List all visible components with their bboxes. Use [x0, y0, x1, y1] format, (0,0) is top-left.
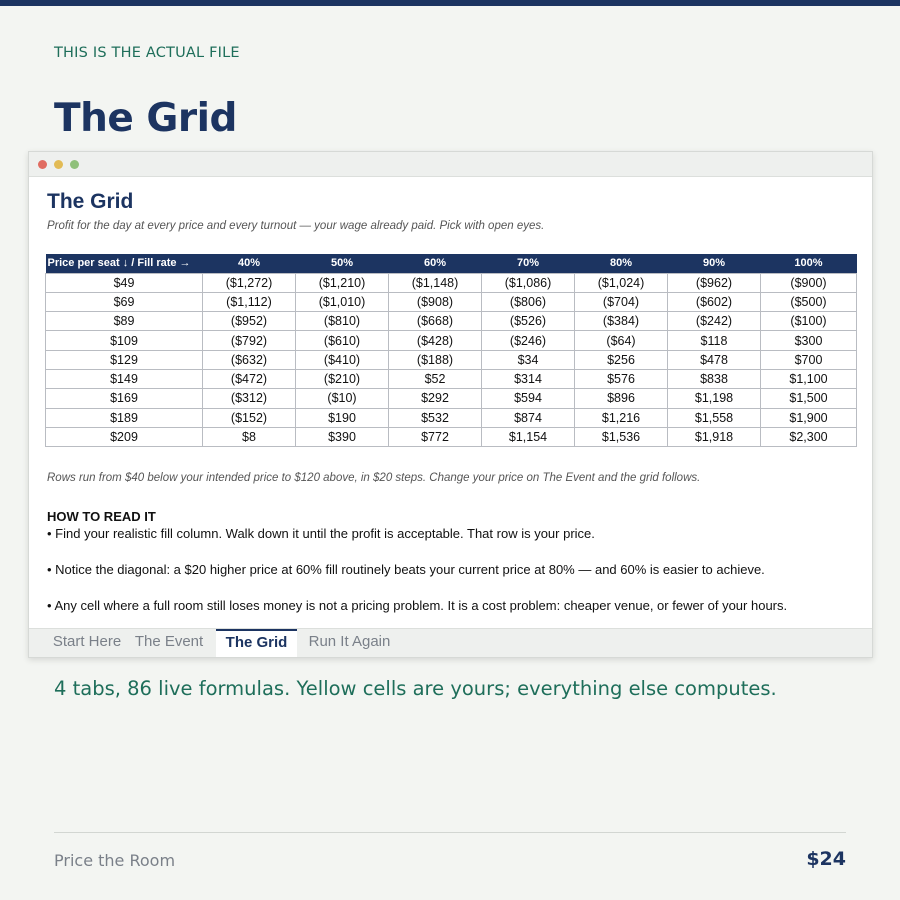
- profit-cell[interactable]: ($242): [668, 312, 761, 331]
- sheet-subtitle: Profit for the day at every price and every turnout — your wage already paid. Pick with open eyes.: [47, 220, 545, 232]
- profit-cell[interactable]: $256: [575, 350, 668, 369]
- profit-cell[interactable]: ($962): [668, 273, 761, 292]
- profit-cell[interactable]: $190: [296, 408, 389, 427]
- profit-cell[interactable]: ($526): [482, 312, 575, 331]
- header-price-fill: Price per seat ↓ / Fill rate →: [46, 254, 203, 273]
- price-cell[interactable]: $189: [46, 408, 203, 427]
- footer-product-name: Price the Room: [54, 851, 176, 870]
- header-fill-80: 80%: [575, 254, 668, 273]
- table-row: [46, 369, 857, 388]
- profit-cell[interactable]: ($410): [296, 350, 389, 369]
- header-fill-40: 40%: [203, 254, 296, 273]
- profit-cell[interactable]: ($246): [482, 331, 575, 350]
- header-fill-100: 100%: [761, 254, 857, 273]
- grid-note: Rows run from $40 below your intended price to $120 above, in $20 steps. Change your price on The Event and the grid follows.: [47, 472, 701, 484]
- how-to-bullet-3: • Any cell where a full room still loses money is not a pricing problem. It is a cost problem: cheaper venue, or fewer of your hours.: [47, 598, 788, 613]
- sheet-tab-bar: [29, 628, 872, 657]
- profit-cell[interactable]: ($472): [203, 369, 296, 388]
- profit-cell[interactable]: $1,100: [761, 369, 857, 388]
- tab-the-event[interactable]: The Event: [134, 633, 204, 650]
- profit-cell[interactable]: ($704): [575, 292, 668, 311]
- tab-the-grid[interactable]: The Grid: [216, 629, 297, 657]
- minimize-window-icon[interactable]: [54, 160, 63, 169]
- profit-cell[interactable]: ($610): [296, 331, 389, 350]
- profit-cell[interactable]: ($1,086): [482, 273, 575, 292]
- price-cell[interactable]: $69: [46, 292, 203, 311]
- profit-cell[interactable]: $874: [482, 408, 575, 427]
- profit-cell[interactable]: ($1,210): [296, 273, 389, 292]
- profit-cell[interactable]: $34: [482, 350, 575, 369]
- profit-cell[interactable]: $838: [668, 369, 761, 388]
- profit-cell[interactable]: $1,198: [668, 389, 761, 408]
- profit-cell[interactable]: ($602): [668, 292, 761, 311]
- how-to-bullet-2: • Notice the diagonal: a $20 higher price at 60% fill routinely beats your current price at 80% — and 60% is easier to achieve.: [47, 562, 765, 577]
- profit-cell[interactable]: ($1,024): [575, 273, 668, 292]
- profit-cell[interactable]: ($428): [389, 331, 482, 350]
- table-row: [46, 273, 857, 292]
- profit-cell[interactable]: ($64): [575, 331, 668, 350]
- table-header-row: [46, 254, 857, 273]
- footer-price: $24: [806, 848, 846, 870]
- profit-cell[interactable]: $700: [761, 350, 857, 369]
- profit-cell[interactable]: $532: [389, 408, 482, 427]
- table-row: [46, 427, 857, 446]
- profit-cell[interactable]: ($792): [203, 331, 296, 350]
- profit-cell[interactable]: $1,154: [482, 427, 575, 446]
- price-cell[interactable]: $129: [46, 350, 203, 369]
- table-row: [46, 389, 857, 408]
- hero-title: The Grid: [54, 96, 237, 141]
- profit-cell[interactable]: $896: [575, 389, 668, 408]
- profit-cell[interactable]: ($384): [575, 312, 668, 331]
- profit-cell[interactable]: $314: [482, 369, 575, 388]
- table-row: [46, 312, 857, 331]
- footer-divider: [54, 832, 846, 833]
- table-row: [46, 292, 857, 311]
- profit-cell[interactable]: $118: [668, 331, 761, 350]
- price-cell[interactable]: $169: [46, 389, 203, 408]
- profit-cell[interactable]: ($210): [296, 369, 389, 388]
- profit-cell[interactable]: $52: [389, 369, 482, 388]
- window-titlebar: [29, 152, 872, 177]
- profit-cell[interactable]: $300: [761, 331, 857, 350]
- profit-cell[interactable]: ($312): [203, 389, 296, 408]
- spreadsheet-window: [28, 151, 873, 658]
- header-fill-60: 60%: [389, 254, 482, 273]
- profit-cell[interactable]: $1,918: [668, 427, 761, 446]
- price-cell[interactable]: $109: [46, 331, 203, 350]
- profit-cell[interactable]: ($632): [203, 350, 296, 369]
- table-row: [46, 331, 857, 350]
- profit-cell[interactable]: $292: [389, 389, 482, 408]
- profit-grid-table: [45, 254, 857, 447]
- price-cell[interactable]: $209: [46, 427, 203, 446]
- how-to-read-heading: HOW TO READ IT: [47, 509, 156, 524]
- profit-cell[interactable]: $576: [575, 369, 668, 388]
- profit-cell[interactable]: ($188): [389, 350, 482, 369]
- profit-cell[interactable]: ($1,112): [203, 292, 296, 311]
- profit-cell[interactable]: ($806): [482, 292, 575, 311]
- profit-cell[interactable]: $2,300: [761, 427, 857, 446]
- profit-cell[interactable]: $478: [668, 350, 761, 369]
- profit-cell[interactable]: ($1,272): [203, 273, 296, 292]
- price-cell[interactable]: $49: [46, 273, 203, 292]
- profit-cell[interactable]: ($500): [761, 292, 857, 311]
- profit-cell[interactable]: ($10): [296, 389, 389, 408]
- table-row: [46, 350, 857, 369]
- profit-cell[interactable]: $8: [203, 427, 296, 446]
- profit-cell[interactable]: ($900): [761, 273, 857, 292]
- profit-cell[interactable]: ($908): [389, 292, 482, 311]
- eyebrow-label: THIS IS THE ACTUAL FILE: [54, 45, 240, 61]
- close-window-icon[interactable]: [38, 160, 47, 169]
- top-accent-bar: [0, 0, 900, 6]
- tab-run-it-again[interactable]: Run It Again: [308, 633, 391, 650]
- tab-start-here[interactable]: Start Here: [52, 633, 122, 650]
- maximize-window-icon[interactable]: [70, 160, 79, 169]
- profit-cell[interactable]: ($668): [389, 312, 482, 331]
- price-cell[interactable]: $89: [46, 312, 203, 331]
- profit-cell[interactable]: ($100): [761, 312, 857, 331]
- profit-cell[interactable]: ($952): [203, 312, 296, 331]
- profit-cell[interactable]: $772: [389, 427, 482, 446]
- price-cell[interactable]: $149: [46, 369, 203, 388]
- profit-cell[interactable]: ($152): [203, 408, 296, 427]
- how-to-bullet-1: • Find your realistic fill column. Walk down it until the profit is acceptable. That row is your price.: [47, 526, 595, 541]
- profit-cell[interactable]: ($810): [296, 312, 389, 331]
- header-fill-50: 50%: [296, 254, 389, 273]
- header-fill-70: 70%: [482, 254, 575, 273]
- sheet-title: The Grid: [47, 190, 134, 213]
- profit-cell[interactable]: $594: [482, 389, 575, 408]
- caption: 4 tabs, 86 live formulas. Yellow cells are yours; everything else computes.: [54, 677, 777, 700]
- profit-cell[interactable]: $1,558: [668, 408, 761, 427]
- profit-cell[interactable]: $1,216: [575, 408, 668, 427]
- profit-cell[interactable]: $390: [296, 427, 389, 446]
- profit-cell[interactable]: $1,536: [575, 427, 668, 446]
- profit-cell[interactable]: ($1,010): [296, 292, 389, 311]
- profit-cell[interactable]: ($1,148): [389, 273, 482, 292]
- profit-cell[interactable]: $1,900: [761, 408, 857, 427]
- table-row: [46, 408, 857, 427]
- header-fill-90: 90%: [668, 254, 761, 273]
- profit-cell[interactable]: $1,500: [761, 389, 857, 408]
